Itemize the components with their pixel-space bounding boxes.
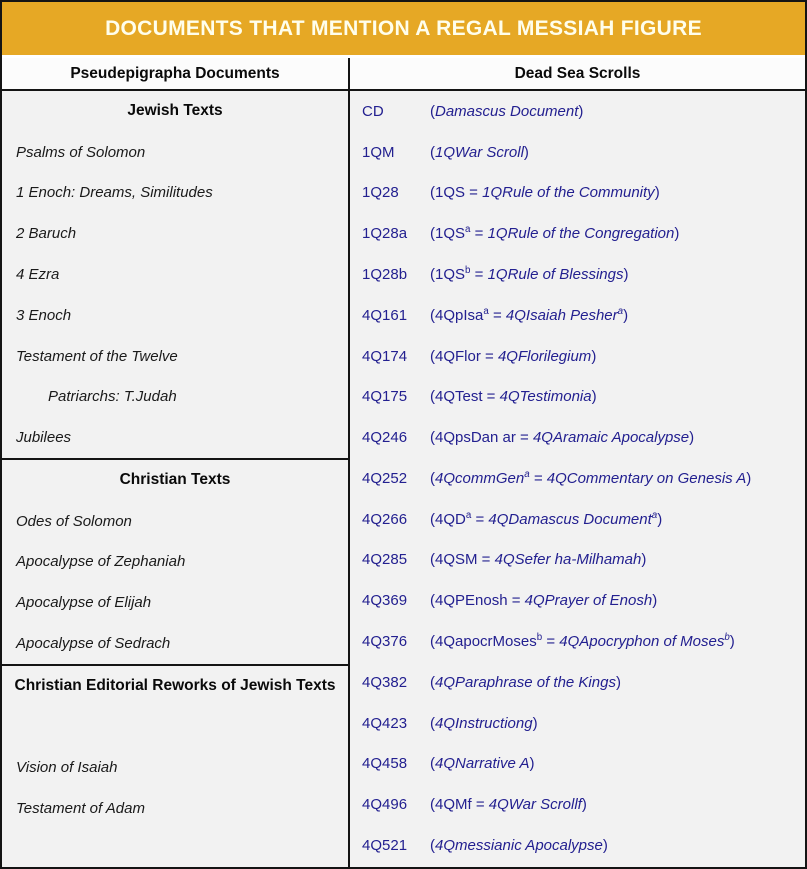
- scroll-title: ($4QD^a$ = 4QDamascus Document$^a$): [430, 509, 663, 528]
- scroll-title: (4QFlor = 4QFlorilegium): [430, 347, 597, 365]
- pseudepigrapha-column: [2, 91, 350, 867]
- list-item: Patriarchs: T.Judah: [48, 388, 177, 406]
- list-item: 1 Enoch: Dreams, Similitudes: [16, 184, 213, 202]
- list-item: Jubilees: [16, 429, 72, 447]
- scroll-row: [350, 91, 805, 132]
- list-item: Vision of Isaiah: [16, 759, 118, 777]
- scroll-row: [350, 825, 805, 866]
- scroll-row: [350, 458, 805, 499]
- scroll-title: (4QNarrative A): [430, 755, 535, 773]
- scroll-row: [350, 621, 805, 662]
- column-header-row: [2, 58, 805, 91]
- scroll-row: [350, 132, 805, 173]
- scroll-title: (4QSM = 4QSefer ha-Milhamah): [430, 551, 647, 569]
- scroll-title: ($1QS^a$ = 1QRule of the Congregation): [430, 224, 680, 243]
- list-item: Testament of Adam: [16, 800, 145, 818]
- section-christian-editorial-reworks-of-jewish-texts: [2, 666, 348, 867]
- list-item: 4 Ezra: [16, 266, 60, 284]
- scroll-id: 4Q285: [362, 551, 408, 569]
- scroll-row: [350, 173, 805, 214]
- column-header-dead-sea-scrolls: Dead Sea Scrolls: [514, 64, 641, 82]
- section-title: Christian Texts: [119, 471, 231, 489]
- scroll-row: [350, 376, 805, 417]
- scroll-title: (4QapocrMoses$^b$ = 4QApocryphon of Moses$^b$): [430, 632, 735, 651]
- scroll-id: 4Q174: [362, 347, 408, 365]
- scroll-id: 4Q252: [362, 469, 408, 487]
- scroll-id: 4Q369: [362, 592, 408, 610]
- scroll-row: [350, 254, 805, 295]
- scroll-title: (4QParaphrase of the Kings): [430, 673, 621, 691]
- scroll-row: [350, 784, 805, 825]
- list-item: Apocalypse of Sedrach: [16, 635, 171, 653]
- scroll-id: CD: [362, 102, 384, 120]
- scroll-row: [350, 703, 805, 744]
- list-item: Apocalypse of Elijah: [16, 594, 152, 612]
- scroll-row: [350, 213, 805, 254]
- scroll-row: [350, 336, 805, 377]
- section-title: Jewish Texts: [127, 102, 223, 120]
- scroll-title: (1QWar Scroll): [430, 143, 529, 161]
- list-item: Testament of the Twelve: [16, 347, 178, 365]
- page-title: DOCUMENTS THAT MENTION A REGAL MESSIAH FIGURE: [2, 2, 805, 55]
- scroll-title: (4QpIsa$^a$ = 4QIsaiah Pesher$^a$): [430, 305, 629, 324]
- scroll-row: [350, 540, 805, 581]
- list-item: Odes of Solomon: [16, 512, 132, 530]
- scroll-id: 4Q246: [362, 429, 408, 447]
- scroll-title: (Damascus Document): [430, 102, 584, 120]
- section-title: Christian Editorial Reworks of Jewish Texts: [14, 677, 336, 695]
- scroll-id: 4Q161: [362, 306, 408, 324]
- section-jewish-texts: [2, 91, 348, 460]
- table-body: [2, 91, 805, 867]
- scroll-row: [350, 295, 805, 336]
- scroll-row: [350, 499, 805, 540]
- scroll-id: 4Q521: [362, 836, 408, 854]
- scroll-title: (4QInstructiong): [430, 714, 538, 732]
- scroll-id: 4Q496: [362, 796, 408, 814]
- scroll-title: (4QPEnosh = 4QPrayer of Enosh): [430, 592, 658, 610]
- scroll-id: 4Q376: [362, 633, 408, 651]
- scroll-id: 1Q28: [362, 184, 399, 202]
- scroll-title: (4Qmessianic Apocalypse): [430, 836, 608, 854]
- section-christian-texts: [2, 460, 348, 666]
- scroll-title: (4QcommGen$^a$ = 4QCommentary on Genesis A): [430, 468, 752, 487]
- scroll-id: 1Q28a: [362, 225, 408, 243]
- scroll-id: 4Q266: [362, 510, 408, 528]
- scroll-id: 4Q423: [362, 714, 408, 732]
- scroll-row: [350, 662, 805, 703]
- scroll-title: ($1QS^b$ = 1QRule of Blessings): [430, 265, 629, 284]
- scroll-title: (4QTest = 4QTestimonia): [430, 388, 597, 406]
- scroll-title: (4QpsDan ar = 4QAramaic Apocalypse): [430, 429, 695, 447]
- scroll-title: (4QMf = 4QWar Scrollf): [430, 796, 587, 814]
- column-header-pseudepigrapha: Pseudepigrapha Documents: [2, 58, 350, 89]
- dead-sea-scrolls-column: [350, 91, 805, 867]
- scroll-id: 1QM: [362, 143, 395, 161]
- list-item: Apocalypse of Zephaniah: [16, 553, 186, 571]
- scroll-id: 4Q382: [362, 673, 408, 691]
- list-item: 3 Enoch: [16, 306, 72, 324]
- list-item: 2 Baruch: [16, 225, 77, 243]
- list-item: Psalms of Solomon: [16, 143, 146, 161]
- scroll-id: 4Q458: [362, 755, 408, 773]
- spacer-row: [2, 707, 348, 748]
- scroll-id: 1Q28b: [362, 266, 408, 284]
- scroll-row: [350, 417, 805, 458]
- scroll-row: [350, 744, 805, 785]
- scroll-title: (1QS = 1QRule of the Community): [430, 184, 660, 202]
- scroll-row: [350, 580, 805, 621]
- scroll-id: 4Q175: [362, 388, 408, 406]
